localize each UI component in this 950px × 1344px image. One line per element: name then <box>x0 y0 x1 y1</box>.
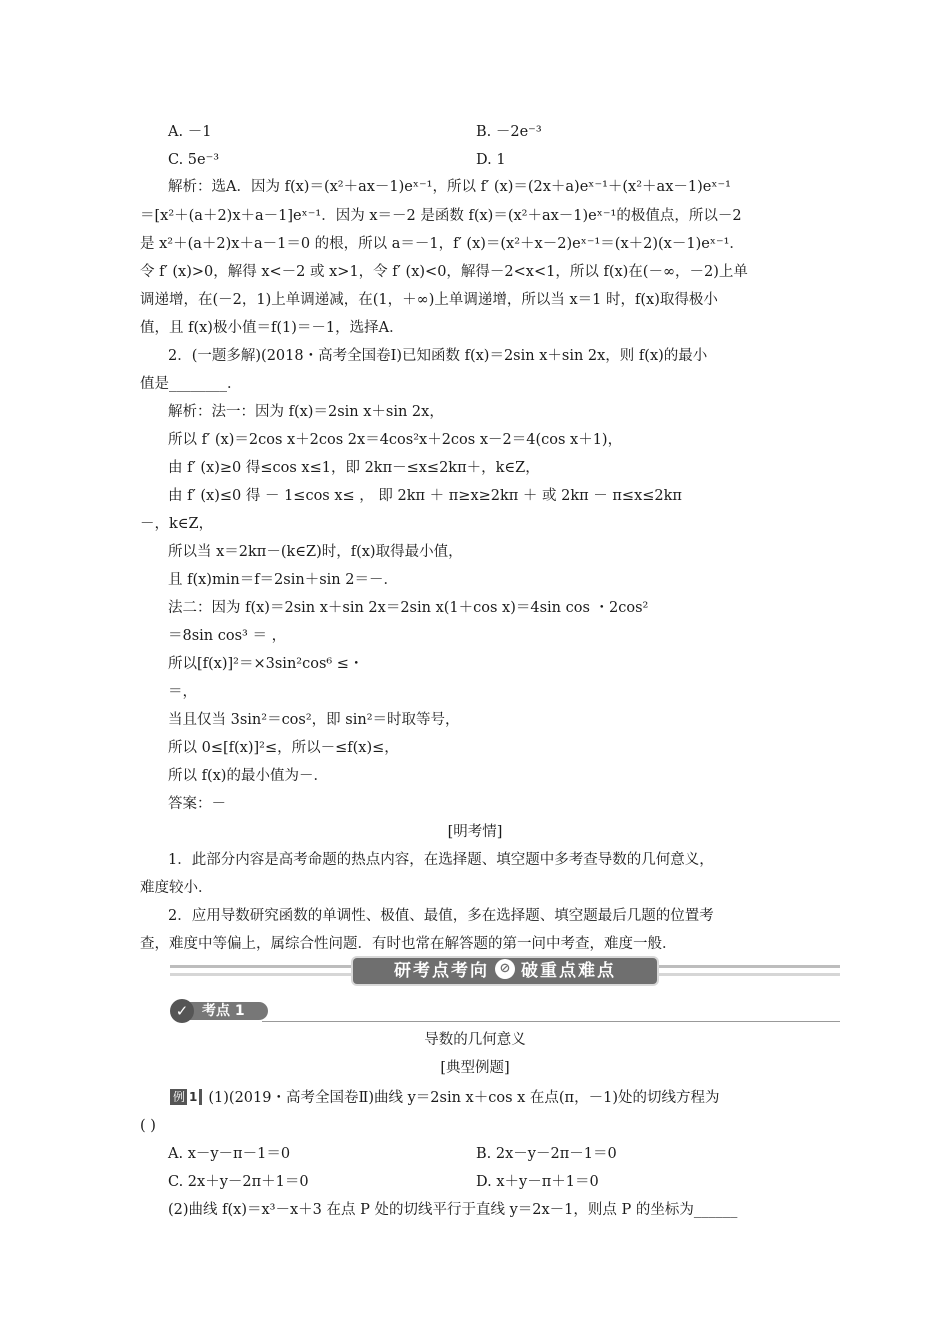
kaodian-title: 导数的几何意义 <box>424 1032 526 1048</box>
q2-solution-line: 所以 f(x)的最小值为－． <box>168 768 328 784</box>
q2-stem-line: 2．(一题多解)(2018・高考全国卷Ⅰ)已知函数 f(x)＝2sin x＋sin 2x，则 f(x)的最小 <box>168 348 708 364</box>
q1-solution-line: 令 f′ (x)>0，解得 x<－2 或 x>1，令 f′ (x)<0，解得－2<x<1，所以 f(x)在(－∞，－2)上单 <box>140 264 748 280</box>
q2-solution-line: －，k∈Z， <box>140 516 214 532</box>
q1-option-c: C. 5e⁻³ <box>168 152 220 168</box>
kaodian-rule <box>262 1021 840 1022</box>
example-part2: (2)曲线 f(x)＝x³－x＋3 在点 P 处的切线平行于直线 y＝2x－1，则点 P 的坐标为______ <box>168 1202 738 1218</box>
banner-left-text: 研考点考向 <box>394 961 489 981</box>
example-badge-number: 1 <box>189 1090 198 1104</box>
q2-stem-line: 值是________． <box>140 376 242 392</box>
example-option-c: C. 2x＋y－2π＋1＝0 <box>168 1174 309 1190</box>
q2-solution-line: 所以当 x＝2kπ－(k∈Z)时，f(x)取得最小值， <box>168 544 463 560</box>
mingkaoqing-p2: 2．应用导数研究函数的单调性、极值、最值，多在选择题、填空题最后几题的位置考 <box>168 908 714 924</box>
banner-title <box>353 958 657 984</box>
banner-circle-icon: ⊘ <box>495 959 515 979</box>
q2-solution-line: 法二：因为 f(x)＝2sin x＋sin 2x＝2sin x(1＋cos x)＝4sin cos ・2cos² <box>168 600 649 616</box>
example-option-d: D. x＋y－π＋1＝0 <box>476 1174 599 1190</box>
q2-solution-line: ＝， <box>168 684 197 700</box>
q1-option-b: B. －2e⁻³ <box>476 124 542 140</box>
check-icon: ✓ <box>170 999 194 1023</box>
example-option-b: B. 2x－y－2π－1＝0 <box>476 1146 617 1162</box>
q2-solution-line: 所以 f′ (x)＝2cos x＋2cos 2x＝4cos²x＋2cos x－2＝4(cos x＋1)， <box>168 432 623 448</box>
q1-solution-line: 值，且 f(x)极小值＝f(1)＝－1，选择A． <box>140 320 404 336</box>
example-stem <box>170 1088 719 1108</box>
banner-right-text: 破重点难点 <box>521 961 616 981</box>
kaodian-subtitle: [典型例题] <box>440 1060 510 1076</box>
q2-solution-line: 当且仅当 3sin²＝cos²，即 sin²＝时取等号， <box>168 712 460 728</box>
example-badge: 例 1 <box>170 1089 202 1105</box>
q1-solution-line: 解析：选A．因为 f(x)＝(x²＋ax－1)eˣ⁻¹，所以 f′ (x)＝(2x＋a)eˣ⁻¹＋(x²＋ax－1)eˣ⁻¹ <box>168 179 731 195</box>
q2-solution-line: ＝8sin cos³ ＝ ， <box>168 628 287 644</box>
example-option-a: A. x－y－π－1＝0 <box>168 1146 291 1162</box>
q2-solution-line: 所以 0≤[f(x)]²≤，所以－≤f(x)≤， <box>168 740 399 756</box>
q2-solution-line: 且 f(x)min＝f＝2sin＋sin 2＝－． <box>168 572 398 588</box>
kaodian-label: 考点 1 <box>188 1002 268 1020</box>
example-stem-paren: ( ) <box>140 1118 156 1134</box>
q1-option-d: D. 1 <box>476 152 506 168</box>
q1-solution-line: ＝[x²＋(a＋2)x＋a－1]eˣ⁻¹．因为 x＝－2 是函数 f(x)＝(x²＋ax－1)eˣ⁻¹的极值点，所以－2 <box>140 208 742 224</box>
q2-solution-line: 解析：法一：因为 f(x)＝2sin x＋sin 2x， <box>168 404 444 420</box>
q1-option-a: A. －1 <box>168 124 212 140</box>
example-stem-text: (1)(2019・高考全国卷Ⅱ)曲线 y＝2sin x＋cos x 在点(π，－1)处的切线方程为 <box>208 1090 720 1106</box>
q2-solution-line: 所以[f(x)]²＝×3sin²cos⁶ ≤・ <box>168 656 364 672</box>
q2-solution-line: 由 f′ (x)≤0 得 － 1≤cos x≤ ， 即 2kπ ＋ π≥x≥2kπ ＋ 或 2kπ － π≤x≤2kπ <box>168 488 682 504</box>
kaodian-badge <box>170 999 268 1023</box>
mingkaoqing-p2: 查，难度中等偏上，属综合性问题．有时也常在解答题的第一问中考查，难度一般． <box>140 936 677 952</box>
q2-solution-line: 由 f′ (x)≥0 得≤cos x≤1，即 2kπ－≤x≤2kπ＋，k∈Z， <box>168 460 540 476</box>
q1-solution-line: 调递增，在(－2，1)上单调递减，在(1，＋∞)上单调递增，所以当 x＝1 时，f(x)取得极小 <box>140 292 718 308</box>
mingkaoqing-p1: 1．此部分内容是高考命题的热点内容，在选择题、填空题中多考查导数的几何意义， <box>168 852 714 868</box>
q2-answer: 答案：－ <box>168 796 226 812</box>
q1-solution-line: 是 x²＋(a＋2)x＋a－1＝0 的根，所以 a＝－1，f′ (x)＝(x²＋x－2)eˣ⁻¹＝(x＋2)(x－1)eˣ⁻¹． <box>140 236 744 252</box>
mingkaoqing-p1: 难度较小． <box>140 880 213 896</box>
section-banner <box>170 958 840 984</box>
mingkaoqing-heading: [明考情] <box>447 824 503 840</box>
